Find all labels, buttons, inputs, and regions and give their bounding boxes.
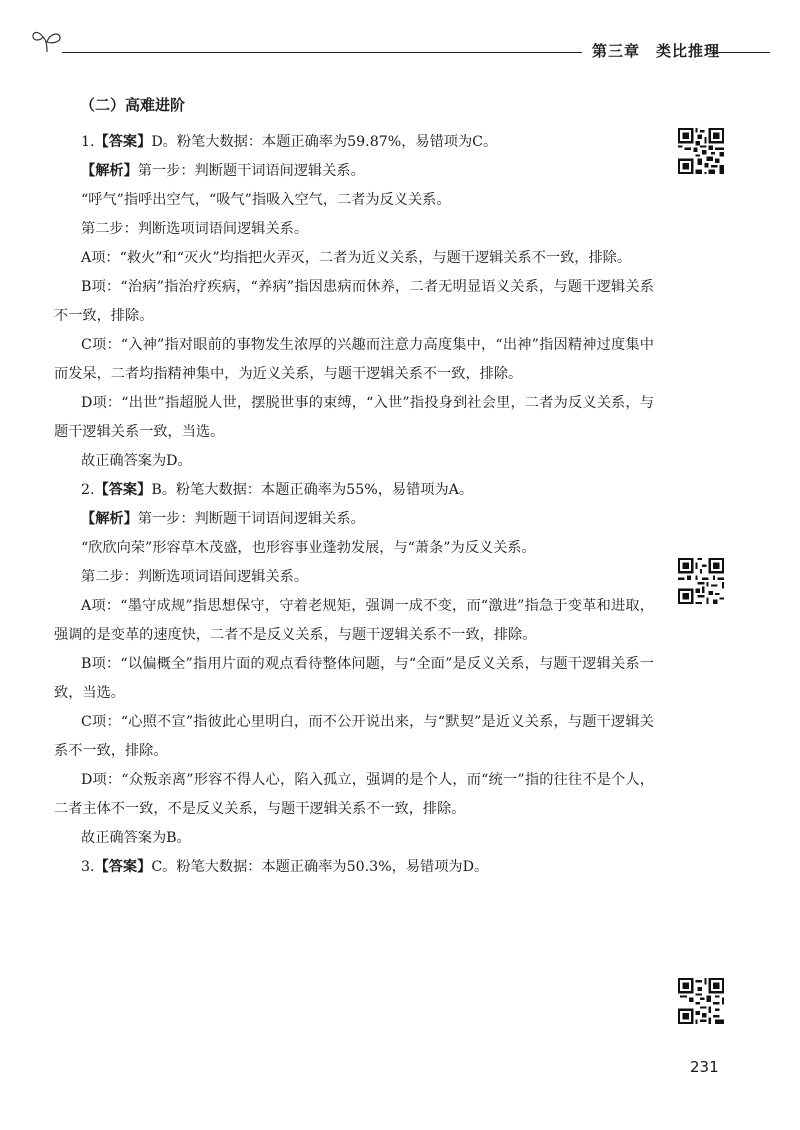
analysis-tag: 【解析】 (81, 511, 138, 527)
answer-tag: 【答案】 (94, 859, 152, 875)
analysis-line: 【解析】第一步：判断题干词语间逻辑关系。 (81, 163, 365, 179)
qr-code-icon[interactable] (678, 978, 724, 1024)
option-a: A项：“墨守成规”指思想保守，守着老规矩，强调一成不变，而“激进”指急于变革和进取，强调的是变革的速度快，二者不是反义关系，与题干逻辑关系不一致，排除。 (54, 598, 654, 643)
leaf-sprout-icon (30, 28, 64, 54)
option-b: B项：“以偏概全”指用片面的观点看待整体问题，与“全面”是反义关系，与题干逻辑关系一致，当选。 (54, 656, 654, 701)
answer-tag: 【答案】 (94, 482, 152, 498)
stem-relation: “欣欣向荣”形容草木茂盛，也形容事业蓬勃发展，与“萧条”为反义关系。 (81, 540, 536, 556)
step-two: 第二步：判断选项词语间逻辑关系。 (81, 221, 309, 237)
conclusion: 故正确答案为D。 (81, 453, 192, 469)
option-d: D项：“出世”指超脱人世，摆脱世事的束缚，“入世”指投身到社会里，二者为反义关系，与题干逻辑关系一致，当选。 (54, 395, 654, 440)
header-rule-left (62, 52, 582, 53)
option-a: A项：“救火”和“灭火”均指把火弄灭，二者为近义关系，与题干逻辑关系不一致，排除。 (81, 250, 632, 266)
header-rule-right (712, 52, 770, 53)
section-heading: （二）高难进阶 (80, 96, 186, 114)
option-c: C项：“入神”指对眼前的事物发生浓厚的兴趣而注意力高度集中，“出神”指因精神过度集中而发呆，二者均指精神集中，为近义关系，与题干逻辑关系不一致，排除。 (54, 337, 654, 382)
page-number: 231 (690, 1058, 719, 1076)
answer-line: 2.【答案】B。粉笔大数据：本题正确率为55%，易错项为A。 (81, 482, 474, 498)
qr-code-icon[interactable] (678, 558, 724, 604)
conclusion: 故正确答案为B。 (81, 830, 191, 846)
stem-relation: “呼气”指呼出空气，“吸气”指吸入空气，二者为反义关系。 (81, 192, 451, 208)
option-c: C项：“心照不宣”指彼此心里明白，而不公开说出来，与“默契”是近义关系，与题干逻辑关系不一致，排除。 (54, 714, 654, 759)
answer-content (54, 128, 654, 882)
option-b: B项：“治病”指治疗疾病，“养病”指因患病而休养，二者无明显语义关系，与题干逻辑关系不一致，排除。 (54, 279, 654, 324)
answer-line: 3.【答案】C。粉笔大数据：本题正确率为50.3%，易错项为D。 (81, 859, 489, 875)
analysis-line: 【解析】第一步：判断题干词语间逻辑关系。 (81, 511, 365, 527)
step-two: 第二步：判断选项词语间逻辑关系。 (81, 569, 309, 585)
answer-tag: 【答案】 (94, 134, 152, 150)
option-d: D项：“众叛亲离”形容不得人心，陷入孤立，强调的是个人，而“统一”指的往往不是个人，二者主体不一致，不是反义关系，与题干逻辑关系不一致，排除。 (54, 772, 654, 817)
analysis-tag: 【解析】 (81, 163, 138, 179)
chapter-title: 第三章 类比推理 (592, 42, 721, 60)
answer-line: 1.【答案】D。粉笔大数据：本题正确率为59.87%，易错项为C。 (81, 134, 498, 150)
qr-code-icon[interactable] (678, 128, 724, 174)
